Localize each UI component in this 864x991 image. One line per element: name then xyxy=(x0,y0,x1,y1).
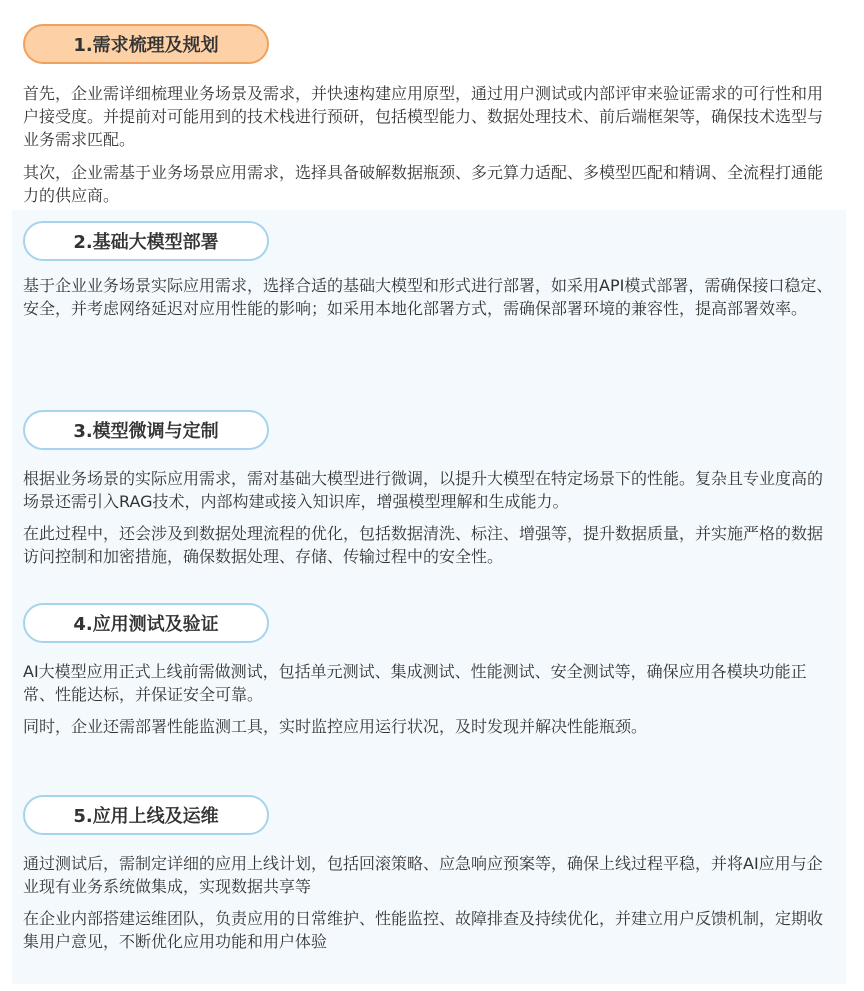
section-title-tab[interactable] xyxy=(23,795,269,835)
section-title-label: 5.应用上线及运维 xyxy=(73,806,219,827)
section-title-tab[interactable] xyxy=(23,221,269,261)
section-paragraph: 通过测试后，需制定详细的应用上线计划，包括回滚策略、应急响应预案等，确保上线过程平稳，并将AI应用与企业现有业务系统做集成，实现数据共享等 xyxy=(23,854,823,896)
section-paragraph: 在此过程中，还会涉及到数据处理流程的优化，包括数据清洗、标注、增强等，提升数据质量，并实施严格的数据访问控制和加密措施，确保数据处理、存储、传输过程中的安全性。 xyxy=(23,524,824,566)
section-paragraph: 首先，企业需详细梳理业务场景及需求，并快速构建应用原型，通过用户测试或内部评审来验证需求的可行性和用户接受度。并提前对可能用到的技术栈进行预研，包括模型能力、数据处理技术、前后端框架等，确保技术选型与业务需求匹配。 xyxy=(23,84,824,149)
section-paragraph: 基于企业业务场景实际应用需求，选择合适的基础大模型和形式进行部署，如采用API模式部署，需确保接口稳定、安全，并考虑网络延迟对应用性能的影响；如采用本地化部署方式，需确保部署环境的兼容性，提高部署效率。 xyxy=(23,276,833,318)
section-title-tab[interactable] xyxy=(23,24,269,64)
section-paragraph: 同时，企业还需部署性能监测工具，实时监控应用运行状况，及时发现并解决性能瓶颈。 xyxy=(23,717,648,736)
section-paragraph: AI大模型应用正式上线前需做测试，包括单元测试、集成测试、性能测试、安全测试等，确保应用各模块功能正常、性能达标，并保证安全可靠。 xyxy=(23,662,807,704)
section-paragraph: 根据业务场景的实际应用需求，需对基础大模型进行微调，以提升大模型在特定场景下的性能。复杂且专业度高的场景还需引入RAG技术，内部构建或接入知识库，增强模型理解和生成能力。 xyxy=(23,469,824,511)
section-title-label: 1.需求梳理及规划 xyxy=(73,35,219,56)
section-paragraph: 其次，企业需基于业务场景应用需求，选择具备破解数据瓶颈、多元算力适配、多模型匹配和精调、全流程打通能力的供应商。 xyxy=(23,163,824,205)
section-title-label: 4.应用测试及验证 xyxy=(73,614,219,635)
section-title-label: 3.模型微调与定制 xyxy=(73,421,219,442)
section-paragraph: 在企业内部搭建运维团队，负责应用的日常维护、性能监控、故障排查及持续优化，并建立用户反馈机制，定期收集用户意见，不断优化应用功能和用户体验 xyxy=(23,909,824,951)
section-title-label: 2.基础大模型部署 xyxy=(73,232,219,253)
section-title-tab[interactable] xyxy=(23,410,269,450)
section-title-tab[interactable] xyxy=(23,603,269,643)
